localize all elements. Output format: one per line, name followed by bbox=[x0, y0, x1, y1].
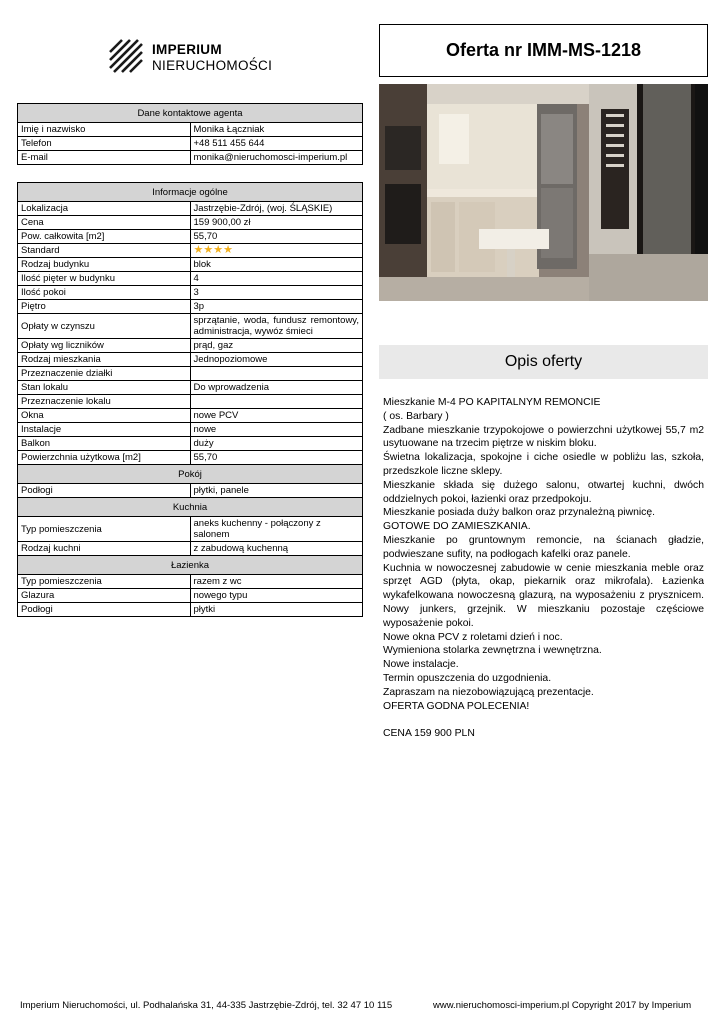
row-label: E-mail bbox=[18, 151, 191, 165]
row-value: 55,70 bbox=[190, 451, 363, 465]
row-value: nowe PCV bbox=[190, 409, 363, 423]
description-paragraph: Mieszkanie po gruntownym remoncie, na ścianach gładzie, podwieszane sufity, na podłogach kafelki oraz panele. bbox=[383, 534, 704, 560]
table-row bbox=[18, 589, 363, 603]
row-value: Jastrzębie-Zdrój, (woj. ŚLĄSKIE) bbox=[190, 202, 363, 216]
row-label: Stan lokalu bbox=[18, 381, 191, 395]
table-row bbox=[18, 272, 363, 286]
row-label: Typ pomieszczenia bbox=[18, 575, 191, 589]
agent-email: monika@nieruchomosci-imperium.pl bbox=[190, 151, 363, 165]
star-icon: ★ bbox=[223, 244, 233, 256]
table-row bbox=[18, 216, 363, 230]
row-label: Balkon bbox=[18, 437, 191, 451]
agent-phone: +48 511 455 644 bbox=[190, 137, 363, 151]
logo-text-nieruchomosci: NIERUCHOMOŚCI bbox=[152, 58, 273, 73]
row-label: Rodzaj kuchni bbox=[18, 542, 191, 556]
row-value: nowego typu bbox=[190, 589, 363, 603]
table-row bbox=[18, 202, 363, 216]
table-row bbox=[18, 339, 363, 353]
table-row bbox=[18, 451, 363, 465]
table-row bbox=[18, 484, 363, 498]
row-label: Ilość pokoi bbox=[18, 286, 191, 300]
price-line: CENA 159 900 PLN bbox=[383, 728, 475, 740]
offer-description bbox=[383, 396, 704, 741]
row-label: Telefon bbox=[18, 137, 191, 151]
row-value: razem z wc bbox=[190, 575, 363, 589]
row-value: Do wprowadzenia bbox=[190, 381, 363, 395]
row-label: Typ pomieszczenia bbox=[18, 517, 191, 542]
description-paragraph: Kuchnia w nowoczesnej zabudowie w cenie mieszkania meble oraz sprzęt AGD (płyta, okap, piekarnik oraz mikrofala). Łazienka wykafelkowana nowoczesną glazurą, na wyposażeniu z prysznicem. Nowy junkers, grzejnik. W mieszkaniu pozostaje częściowe wyposażenie pokoi. bbox=[383, 562, 704, 629]
description-paragraph: Świetna lokalizacja, spokojne i ciche osiedle w pobliżu las, szkoła, przedszkole liczne sklepy. bbox=[383, 452, 704, 477]
row-value: aneks kuchenny - połączony z salonem bbox=[190, 517, 363, 542]
row-value: Jednopoziomowe bbox=[190, 353, 363, 367]
description-paragraph: ( os. Barbary ) bbox=[383, 410, 449, 422]
logo-stripes-icon bbox=[108, 32, 148, 76]
table-row bbox=[18, 137, 363, 151]
row-label: Glazura bbox=[18, 589, 191, 603]
contact-table-header: Dane kontaktowe agenta bbox=[18, 104, 363, 123]
table-row bbox=[18, 286, 363, 300]
table-row bbox=[18, 395, 363, 409]
description-paragraph: Nowe okna PCV z roletami dzień i noc. bbox=[383, 631, 563, 643]
table-row bbox=[18, 603, 363, 617]
logo-text-imperium: IMPERIUM bbox=[152, 42, 222, 57]
row-label: Rodzaj budynku bbox=[18, 258, 191, 272]
description-title: Opis oferty bbox=[379, 345, 708, 379]
table-row bbox=[18, 575, 363, 589]
description-paragraph: Wymieniona stolarka zewnętrzna i wewnętrzna. bbox=[383, 645, 602, 657]
description-paragraph: Nowe instalacje. bbox=[383, 659, 459, 671]
row-label: Rodzaj mieszkania bbox=[18, 353, 191, 367]
section-header-kuchnia: Kuchnia bbox=[18, 498, 363, 517]
row-label: Pow. całkowita [m2] bbox=[18, 230, 191, 244]
row-value: blok bbox=[190, 258, 363, 272]
row-label: Ilość pięter w budynku bbox=[18, 272, 191, 286]
agent-name: Monika Łączniak bbox=[190, 123, 363, 137]
description-paragraph: Zadbane mieszkanie trzypokojowe o powierzchni użytkowej 55,7 m2 usytuowane na trzecim piętrze w niskim bloku. bbox=[383, 424, 704, 450]
row-label: Opłaty wg liczników bbox=[18, 339, 191, 353]
table-row bbox=[18, 542, 363, 556]
table-row bbox=[18, 381, 363, 395]
footer-company-address: Imperium Nieruchomości, ul. Podhalańska 31, 44-335 Jastrzębie-Zdrój, tel. 32 47 10 115 bbox=[20, 1000, 393, 1011]
row-value: płytki bbox=[190, 603, 363, 617]
company-logo bbox=[108, 32, 283, 76]
table-row bbox=[18, 353, 363, 367]
table-row bbox=[18, 230, 363, 244]
description-paragraph: Zapraszam na niezobowiązującą prezentacje. bbox=[383, 686, 594, 698]
table-row bbox=[18, 151, 363, 165]
row-label: Przeznaczenie lokalu bbox=[18, 395, 191, 409]
table-row bbox=[18, 300, 363, 314]
star-icon: ★ bbox=[213, 244, 224, 256]
row-value: 3p bbox=[190, 300, 363, 314]
description-paragraph: Mieszkanie M-4 PO KAPITALNYM REMONCIE bbox=[383, 397, 601, 408]
table-row bbox=[18, 244, 363, 258]
table-row bbox=[18, 123, 363, 137]
row-value: prąd, gaz bbox=[190, 339, 363, 353]
star-icon: ★ bbox=[193, 244, 204, 256]
table-row bbox=[18, 367, 363, 381]
row-label: Opłaty w czynszu bbox=[18, 314, 191, 339]
table-row bbox=[18, 409, 363, 423]
star-icon: ★ bbox=[203, 244, 214, 256]
general-info-table bbox=[17, 182, 363, 617]
row-label: Instalacje bbox=[18, 423, 191, 437]
agent-contact-table bbox=[17, 103, 363, 165]
footer-website-copyright: www.nieruchomosci-imperium.pl Copyright 2017 by Imperium bbox=[433, 1000, 692, 1011]
row-label: Okna bbox=[18, 409, 191, 423]
standard-rating bbox=[190, 244, 363, 258]
table-row bbox=[18, 423, 363, 437]
description-paragraph: OFERTA GODNA POLECENIA! bbox=[383, 700, 530, 712]
row-label: Cena bbox=[18, 216, 191, 230]
row-value: duży bbox=[190, 437, 363, 451]
row-value: 3 bbox=[190, 286, 363, 300]
row-label: Przeznaczenie działki bbox=[18, 367, 191, 381]
description-paragraph: Mieszkanie składa się dużego salonu, otwartej kuchni, dwóch oddzielnych pokoi, łazienki oraz przedpokoju. bbox=[383, 479, 704, 505]
section-header-pokoj: Pokój bbox=[18, 465, 363, 484]
table-row bbox=[18, 437, 363, 451]
table-row bbox=[18, 314, 363, 339]
offer-number-title: Oferta nr IMM-MS-1218 bbox=[379, 24, 708, 77]
table-row bbox=[18, 258, 363, 272]
row-value: sprzątanie, woda, fundusz remontowy, administracja, wywóz śmieci bbox=[190, 314, 363, 339]
row-value: z zabudową kuchenną bbox=[190, 542, 363, 556]
description-paragraph: Mieszkanie posiada duży balkon oraz przynależną piwnicę. bbox=[383, 507, 656, 519]
row-value: nowe bbox=[190, 423, 363, 437]
table-row bbox=[18, 517, 363, 542]
row-value bbox=[190, 367, 363, 381]
row-value: 159 900,00 zł bbox=[190, 216, 363, 230]
row-label: Lokalizacja bbox=[18, 202, 191, 216]
apartment-photo bbox=[379, 84, 708, 301]
star-rating bbox=[194, 245, 234, 256]
kitchen-interior-image bbox=[379, 84, 708, 301]
row-label: Imię i nazwisko bbox=[18, 123, 191, 137]
row-value: 4 bbox=[190, 272, 363, 286]
row-value: płytki, panele bbox=[190, 484, 363, 498]
row-label: Piętro bbox=[18, 300, 191, 314]
section-header-lazienka: Łazienka bbox=[18, 556, 363, 575]
description-paragraph: Termin opuszczenia do uzgodnienia. bbox=[383, 672, 552, 684]
row-label: Podłogi bbox=[18, 603, 191, 617]
row-value: 55,70 bbox=[190, 230, 363, 244]
info-table-header: Informacje ogólne bbox=[18, 183, 363, 202]
row-value bbox=[190, 395, 363, 409]
description-paragraph: GOTOWE DO ZAMIESZKANIA. bbox=[383, 521, 531, 533]
row-label: Powierzchnia użytkowa [m2] bbox=[18, 451, 191, 465]
row-label: Podłogi bbox=[18, 484, 191, 498]
row-label: Standard bbox=[18, 244, 191, 258]
